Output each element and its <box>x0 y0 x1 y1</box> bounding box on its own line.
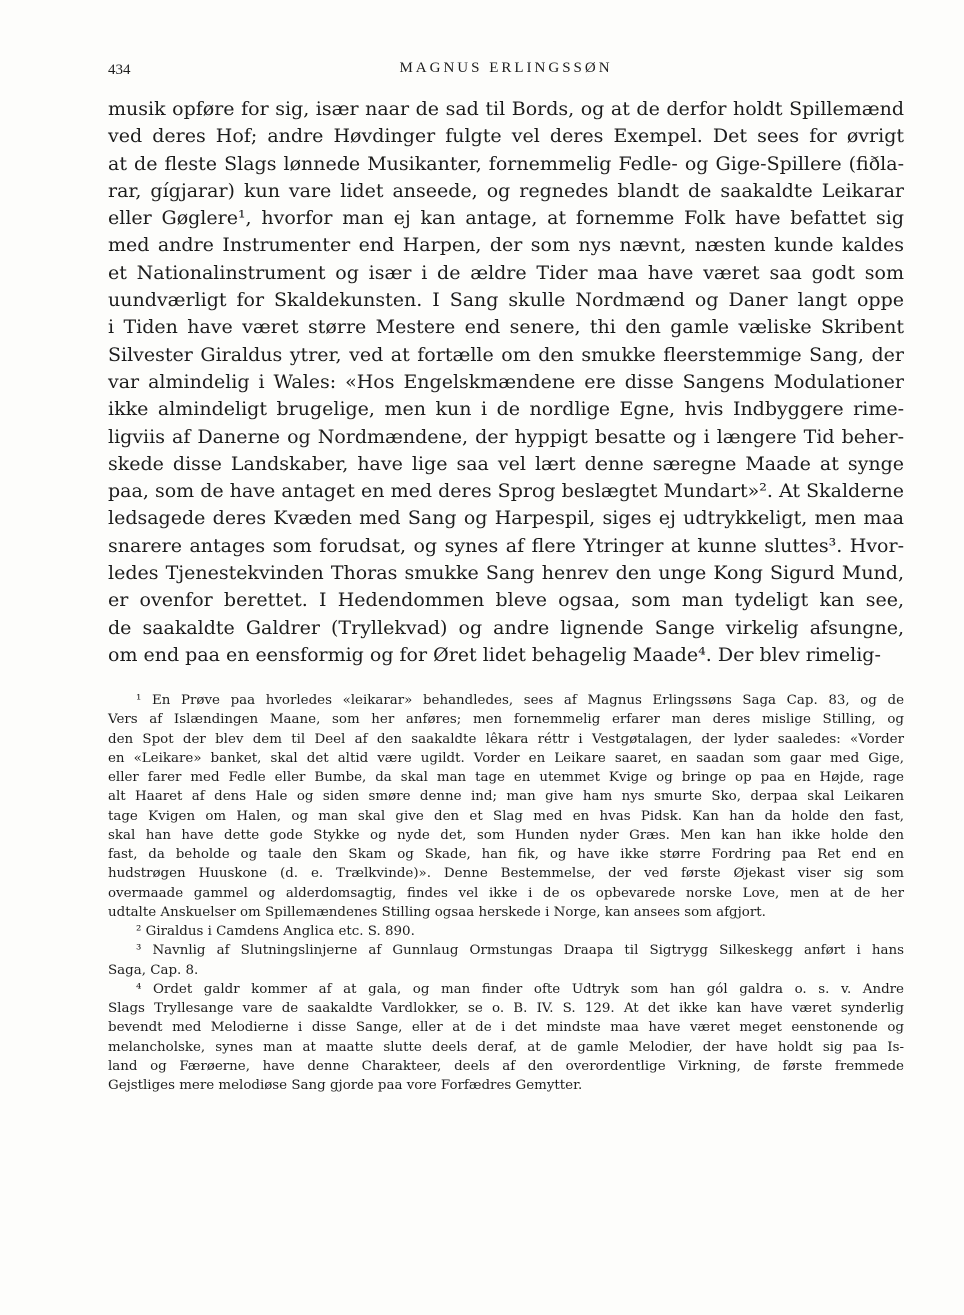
body-line: at de fleste Slags lønnede Musikanter, fornemmelig Fedle- og Gige-Spillere (fiðla- <box>108 152 904 175</box>
body-line: ligviis af Danerne og Nordmændene, der hyppigt besatte og i længere Tid beher- <box>108 425 904 448</box>
body-line: rar, gígjarar) kun vare lidet anseede, og regnedes blandt de saakaldte Leikarar <box>108 179 904 202</box>
page-header <box>108 58 904 88</box>
body-line: paa, som de have antaget en med deres Sprog beslægtet Mundart»². At Skalderne <box>108 480 904 503</box>
footnote-line: melancholske, synes man at maatte slutte deels deraf, at de gamle Melodier, der have holdt sig paa Is- <box>108 1039 904 1055</box>
footnote-line: bevendt med Melodierne i disse Sange, eller at de i det mindste maa have været meget eenstonende og <box>108 1020 904 1036</box>
footnote-line: ² Giraldus i Camdens Anglica etc. S. 890. <box>136 924 415 940</box>
body-line: uundværligt for Skaldekunsten. I Sang skulle Nordmænd og Daner langt oppe <box>108 289 904 312</box>
footnote-line: skal han have dette gode Stykke og nyde det, som Hunden nyder Græs. Men kan han ikke holde den <box>108 827 904 843</box>
running-head: MAGNUS ERLINGSSØN <box>399 60 613 76</box>
footnote-line: Slags Tryllesange vare de saakaldte Vardlokker, se o. B. IV. S. 129. At det ikke kan have været synderlig <box>108 1001 904 1017</box>
footnote-line: fast, da beholde og taale den Skam og Skade, han fik, og have ikke større Fordring paa Ret end en <box>108 847 904 863</box>
body-line: er ovenfor berettet. I Hedendommen bleve ogsaa, som man tydeligt kan see, <box>108 589 904 612</box>
body-line: med andre Instrumenter end Harpen, der som nys nævnt, næsten kunde kaldes <box>108 234 904 257</box>
footnote-line: ¹ En Prøve paa hvorledes «leikarar» behandledes, sees af Magnus Erlingssøns Saga Cap. 83, og de <box>136 693 904 709</box>
footnote-line: overmaade gammel og alderdomsagtig, findes vel ikke i de os opbevarede norske Love, men at de her <box>108 885 904 901</box>
page <box>108 58 904 1095</box>
footnote-line: den Spot der blev dem til Deel af den saakaldte lêkara réttr i Vestgøtalagen, der lyder saaledes: «Vorder <box>108 731 904 747</box>
footnote-line: Vers af Islændingen Maane, som her anføres; men fornemmelig erfarer man deres mislige Stilling, og <box>108 712 904 728</box>
body-line: ledsagede deres Kvæden med Sang og Harpespil, siges ej udtrykkeligt, men maa <box>108 507 904 530</box>
footnote-line: land og Færøerne, have denne Charakteer, deels af den overordentlige Virkning, de første fremmede <box>108 1058 904 1074</box>
body-line: eller Gøglere¹, hvorfor man ej kan antage, at fornemme Folk have befattet sig <box>108 207 904 230</box>
footnote-line: ⁴ Ordet galdr kommer af at gala, og man finder ofte Udtryk som han gól galdra o. s. v. Andre <box>136 981 904 997</box>
body-line: snarere antages som forudsat, og synes af flere Ytringer at kunne sluttes³. Hvor- <box>108 534 904 557</box>
footnote-line: en «Leikare» banket, skal det altid være ugildt. Vorder en Leikare saaret, en saadan som gaar med Gige, <box>108 750 904 766</box>
footnote-line: Saga, Cap. 8. <box>108 962 199 978</box>
body-line: musik opføre for sig, især naar de sad til Bords, og at de derfor holdt Spillemænd <box>108 98 904 120</box>
footnotes <box>108 691 904 1095</box>
body-line: ved deres Hof; andre Høvdinger fulgte vel deres Exempel. Det sees for øvrigt <box>108 125 904 148</box>
body-line: var almindelig i Wales: «Hos Engelskmændene ere disse Sangens Modulationer <box>108 370 904 393</box>
body-line: i Tiden have været større Mestere end senere, thi den gamle væliske Skribent <box>108 316 904 339</box>
body-line: et Nationalinstrument og især i de ældre Tider maa have været saa godt som <box>108 261 904 284</box>
footnote-line: eller farer med Fedle eller Bumbe, da skal man tage en utemmet Kvige og bringe op paa en Højde, rage <box>108 770 904 786</box>
footnote-line: ³ Navnlig af Slutningslinjerne af Gunnlaug Ormstungas Draapa til Sigtrygg Silkeskegg anført i hans <box>136 943 904 959</box>
body-line: Silvester Giraldus ytrer, ved at fortælle om den smukke fleerstemmige Sang, der <box>108 343 904 366</box>
body-line: de saakaldte Galdrer (Tryllekvad) og andre lignende Sange virkelig afsungne, <box>108 616 904 639</box>
body-line: ikke almindeligt brugelige, men kun i de nordlige Egne, hvis Indbyggere rime- <box>108 398 904 421</box>
footnote-line: udtalte Anskuelser om Spillemændenes Stilling ogsaa herskede i Norge, kan ansees som afgjort. <box>108 904 766 920</box>
body-line: om end paa en eensformig og for Øret lidet behagelig Maade⁴. Der blev rimelig- <box>108 643 881 666</box>
body-line: skede disse Landskaber, have lige saa vel lært denne særegne Maade at synge <box>108 452 904 475</box>
footnote-line: Gejstliges mere melodiøse Sang gjorde paa vore Forfædres Gemytter. <box>108 1078 583 1094</box>
footnote-line: tage Kvigen om Halen, og man skal give den et Slag med en hvas Pidsk. Kan han da holde den fast, <box>108 808 904 824</box>
body-text <box>108 96 904 669</box>
footnote-line: hudstrøgen Huuskone (d. e. Trælkvinde)». Denne Bestemmelse, der ved første Øjekast viser sig som <box>108 866 904 882</box>
page-number: 434 <box>108 62 131 78</box>
body-line: ledes Tjenestekvinden Thoras smukke Sang henrev den unge Kong Sigurd Mund, <box>108 562 904 585</box>
footnote-line: alt Haaret af dens Hale og siden smøre denne ind; man give ham nys smurte Sko, derpaa skal Leikaren <box>108 789 904 805</box>
